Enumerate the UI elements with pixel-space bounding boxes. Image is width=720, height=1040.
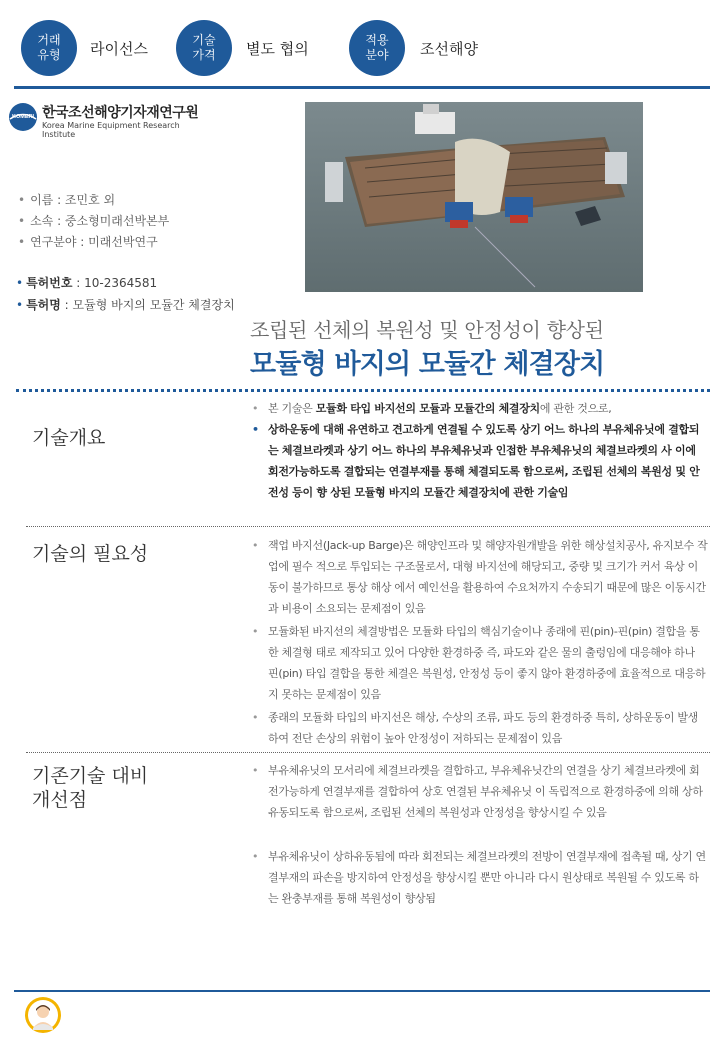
institute-logo [8,100,208,139]
necessity-paragraph-3: • 종래의 모듈화 타입의 바지선은 해상, 수상의 조류, 파도 등의 환경하중 특히, 상하운동이 발생하여 전단 손상의 위험이 높아 안정성이 저하되는 문제점이 있음 [252,711,699,745]
modular-barge-photo [305,102,643,292]
application-field-value: 조선해양 [420,40,478,58]
title-divider [16,389,710,392]
section-divider-2 [26,752,710,753]
improvement-paragraph-2: • 부유체유닛이 상하유동됨에 따라 회전되는 체결브라켓의 전방이 연결부재에 접촉될 때, 상기 연결부재의 파손을 방지하여 안정성을 향상시킬 뿐만 아니라 다시 원상태로 복원될 수 있도록 하는 완충부재를 통해 복원성이 향상됨 [252,850,706,905]
necessity-paragraph-1: • 잭업 바지선(Jack-up Barge)은 해양인프라 및 해양자원개발을 위한 해상설치공사, 유지보수 작업에 필수 적으로 투입되는 구조물로서, 대형 바지선에 해당되고, 중량 및 크기가 커서 육상 이동이 불가하므로 통상 해상 에서 예인선을 활용하여 수요처까지 수송되기 때문에 많은 이동시간과 비용이 소요되는 문제점이 있음 [252,539,708,615]
section-divider-1 [26,526,710,527]
researcher-name: • 이름 : 조민호 외 [18,193,116,207]
trade-type-value: 라이선스 [90,40,148,58]
trade-type-badge: 거래 유형 [21,20,77,76]
application-field-badge: 적용 분야 [349,20,405,76]
section-label-improvement: 기존기술 대비 개선점 [32,765,149,811]
necessity-paragraph-2: • 모듈화된 바지선의 체결방법은 모듈화 타입의 핵심기술이나 종래에 핀(pin)-핀(pin) 결합을 통한 체결형 태로 제작되고 있어 다양한 환경하중 즉, 파도와 같은 물의 출렁임에 대응해야 하나 핀(pin) 타입 결합을 통한 체결은 복원성, 안정성 등이 좋지 않아 환경하중에 효율적으로 대응하지 못하는 문제점이 있음 [252,625,706,701]
top-divider [14,86,710,89]
institute-name-en: Korea Marine Equipment Research Institute [42,121,180,139]
section-label-necessity: 기술의 필요성 [32,543,149,565]
tech-price-value: 별도 협의 [246,40,309,58]
overview-paragraph-1: • 본 기술은 모듈화 타입 바지선의 모듈과 모듈간의 체결장치에 관한 것으로, [252,402,612,415]
overview-paragraph-2: • 상하운동에 대해 유연하고 견고하게 연결될 수 있도록 상기 어느 하나의 부유체유닛에 결합되는 체결브라켓과 상기 어느 하나의 부유체유닛과 인접한 부유체유닛의 체결브라켓의 사 이에 회전가능하도록 결합되는 연결부재를 통해 체결되도록 함으로써, 조립된 선체의 복원성 및 안전성 등이 향 상된 모듈형 바지의 모듈간 체결장치에 관한 기술임 [252,423,700,499]
page-title: 모듈형 바지의 모듈간 체결장치 [250,349,605,380]
bottom-divider [14,990,710,992]
svg-text:KOMERI: KOMERI [12,114,34,120]
institute-name-ko: 한국조선해양기자재연구원 [42,105,199,121]
tech-price-badge: 기술 가격 [176,20,232,76]
improvement-paragraph-1: • 부유체유닛의 모서리에 체결브라켓을 결합하고, 부유체유닛간의 연결을 상기 체결브라켓에 회전가능하게 연결부재를 결합하여 상호 연결된 부유체유닛 이 독립적으로 환경하중에 의해 상하유동되도록 함으로써, 조립된 선체의 복원성과 안정성을 향상시킬 수 있음 [252,764,703,819]
patent-number: • 특허번호 : 10-2364581 [16,276,158,290]
researcher-affiliation: • 소속 : 중소형미래선박본부 [18,214,170,228]
patent-name: • 특허명 : 모듈형 바지의 모듈간 체결장치 [16,298,235,312]
researcher-field: • 연구분야 : 미래선박연구 [18,235,158,249]
person-avatar-icon [24,996,62,1034]
page-subtitle: 조립된 선체의 복원성 및 안정성이 향상된 [250,318,604,342]
section-label-overview: 기술개요 [32,427,106,449]
komeri-logo-icon [8,102,38,132]
